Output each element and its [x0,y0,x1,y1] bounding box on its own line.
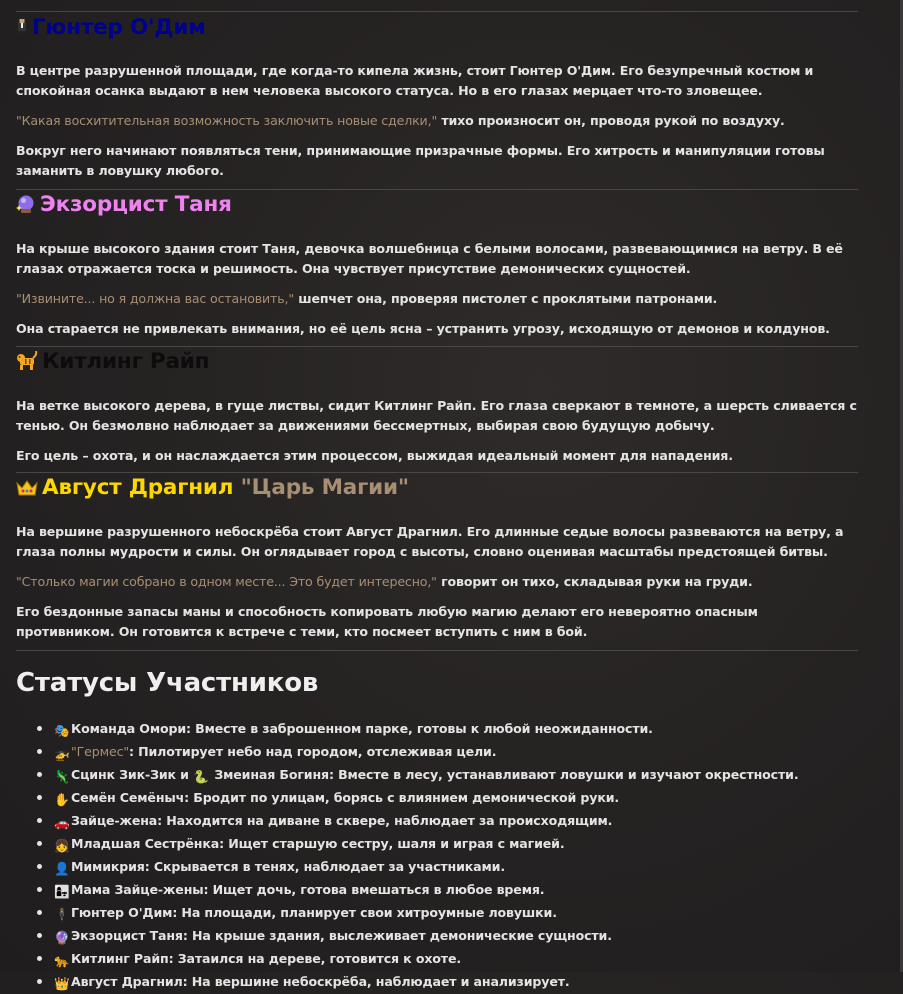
character-name: Гюнтер О'Дим [32,15,206,40]
participant-name: Август Драгнил [71,974,183,989]
participant-status: : Вместе в лесу, устанавливают ловушки и изучают окрестности. [328,767,799,782]
bust-silhouette-icon: 👤 [54,861,70,876]
character-heading [16,190,858,223]
list-item [36,925,798,948]
list-item [36,856,798,879]
character-heading [16,473,858,506]
helicopter-icon: 🚁 [54,746,70,761]
car-icon: 🚗 [54,815,70,830]
participant-name: Младшая Сестрёнка [71,836,220,851]
dialogue [16,111,858,131]
leopard-icon: 🐆 [54,953,70,968]
participant-name: Зайце-жена [71,813,158,828]
quote: "Извините... но я должна вас остановить," [16,291,295,306]
participant-name: Семён Семёныч [71,790,185,805]
narration: Она старается не привлекать внимания, но её цель ясна – устранить угрозу, исходящую от демонов и колдунов. [16,321,830,336]
character-section-tanya [16,190,858,339]
list-item [36,787,798,810]
dialogue [16,289,858,309]
participant-name: Мимикрия [71,859,145,874]
snake-icon: 🐍 [193,769,209,784]
list-item [36,948,798,971]
character-section-august [16,473,858,642]
participant-name: Мама Зайце-жены [71,882,204,897]
character-heading [16,13,858,46]
participant-name: Экзорцист Таня [71,928,183,943]
character-section-gunter [16,13,858,181]
narration: На ветке высокого дерева, в гуще листвы, сидит Китлинг Райп. Его глаза сверкают в темноте, а шерсть сливается с тенью. Он безмолвно наблюдает за движениями бессмертных, выбирая свою будущую добычу. [16,398,857,433]
woman-and-girl-icon: 👩‍👧 [54,884,70,899]
narration: На вершине разрушенного небоскрёба стоит Август Драгнил. Его длинные седые волосы развеваются на ветру, а глаза полны мудрости и силы. Он оглядывает город с высоты, словно оценивая масштабы предстоящей битвы. [16,524,844,559]
list-item [36,741,798,764]
participant-name: Команда Омори [71,721,187,736]
crystal-ball-icon [16,193,36,223]
divider [16,11,858,12]
list-item [36,810,798,833]
list-item [36,879,798,902]
crown-icon: 👑 [54,976,70,991]
status-list [36,718,798,994]
dialogue-tail: шепчет она, проверяя пистолет с проклятыми патронами. [294,291,718,306]
participant-status: : На крыше здания, выслеживает демонические сущности. [182,928,612,943]
participant-status: : Ищет дочь, готова вмешаться в любое время. [203,882,545,897]
list-item [36,902,798,925]
character-name: Экзорцист Таня [40,192,232,217]
divider [16,650,858,651]
girl-icon: 👧 [54,838,70,853]
narration: Его цель – охота, и он наслаждается этим процессом, выжидая идеальный момент для нападения. [16,448,733,463]
narration: На крыше высокого здания стоит Таня, девочка волшебница с белыми волосами, развевающимися на ветру. В её глазах отражается тоска и решимость. Она чувствует присутствие демонических сущностей. [16,241,843,276]
participant-status: : Скрывается в тенях, наблюдает за участниками. [144,859,505,874]
participant-status: : Ищет старшую сестру, шаля и играя с магией. [219,836,565,851]
man-in-suit-icon: 🕴 [54,907,70,922]
participant-status: : Затаился на дереве, готовится к охоте. [168,951,461,966]
participant-status: : Бродит по улицам, борясь с влиянием демонической руки. [184,790,620,805]
participant-name: Гюнтер О'Дим [71,905,173,920]
man-in-suit-icon [16,15,28,46]
status-heading: Статусы Участников [16,668,319,698]
participant-status: : Пилотирует небо над городом, отслеживая цели. [128,744,497,759]
participant-name: Сцинк Зик-Зик и [71,767,194,782]
participant-status: : Вместе в заброшенном парке, готовы к любой неожиданности. [186,721,653,736]
character-name: Август Драгнил [42,475,234,500]
participant-name: Китлинг Райп [71,951,169,966]
participant-name: "Гермес" [71,744,129,759]
participant-name: Змеиная Богиня [210,767,329,782]
leopard-icon [16,350,38,380]
dialogue-tail: говорит он тихо, складывая руки на груди. [436,574,753,589]
dialogue [16,572,858,592]
character-title: "Царь Магии" [240,475,409,500]
list-item [36,971,798,994]
narration: Его бездонные запасы маны и способность копировать любую магию делают его невероятно опасным противником. Он готовится к встрече с теми, кто посмеет вступить с ним в бой. [16,604,758,639]
participant-status: : Находится на диване в сквере, наблюдает за происходящим. [157,813,613,828]
character-name: Китлинг Райп [42,349,210,374]
character-heading [16,347,858,380]
list-item [36,718,798,741]
raised-hand-icon: ✋ [54,792,70,807]
crown-icon [16,476,38,506]
crystal-ball-icon: 🔮 [54,930,70,945]
performing-arts-icon: 🎭 [54,723,70,738]
character-section-kitling [16,347,858,466]
quote: "Какая восхитительная возможность заключить новые сделки," [16,113,438,128]
narration: В центре разрушенной площади, где когда-то кипела жизнь, стоит Гюнтер О'Дим. Его безупречный костюм и спокойная осанка выдают в нем человека высокого статуса. Но в его глазах мерцает что-то зловещее. [16,63,814,98]
participant-status: : На площади, планирует свои хитроумные ловушки. [172,905,557,920]
list-item [36,764,798,787]
lizard-icon: 🦎 [54,769,70,784]
quote: "Столько магии собрано в одном месте... Это будет интересно," [16,574,437,589]
narration: Вокруг него начинают появляться тени, принимающие призрачные формы. Его хитрость и манипуляции готовы заманить в ловушку любого. [16,143,825,178]
list-item [36,833,798,856]
participant-status: : На вершине небоскрёба, наблюдает и анализирует. [182,974,570,989]
dialogue-tail: тихо произносит он, проводя рукой по воздуху. [437,113,785,128]
